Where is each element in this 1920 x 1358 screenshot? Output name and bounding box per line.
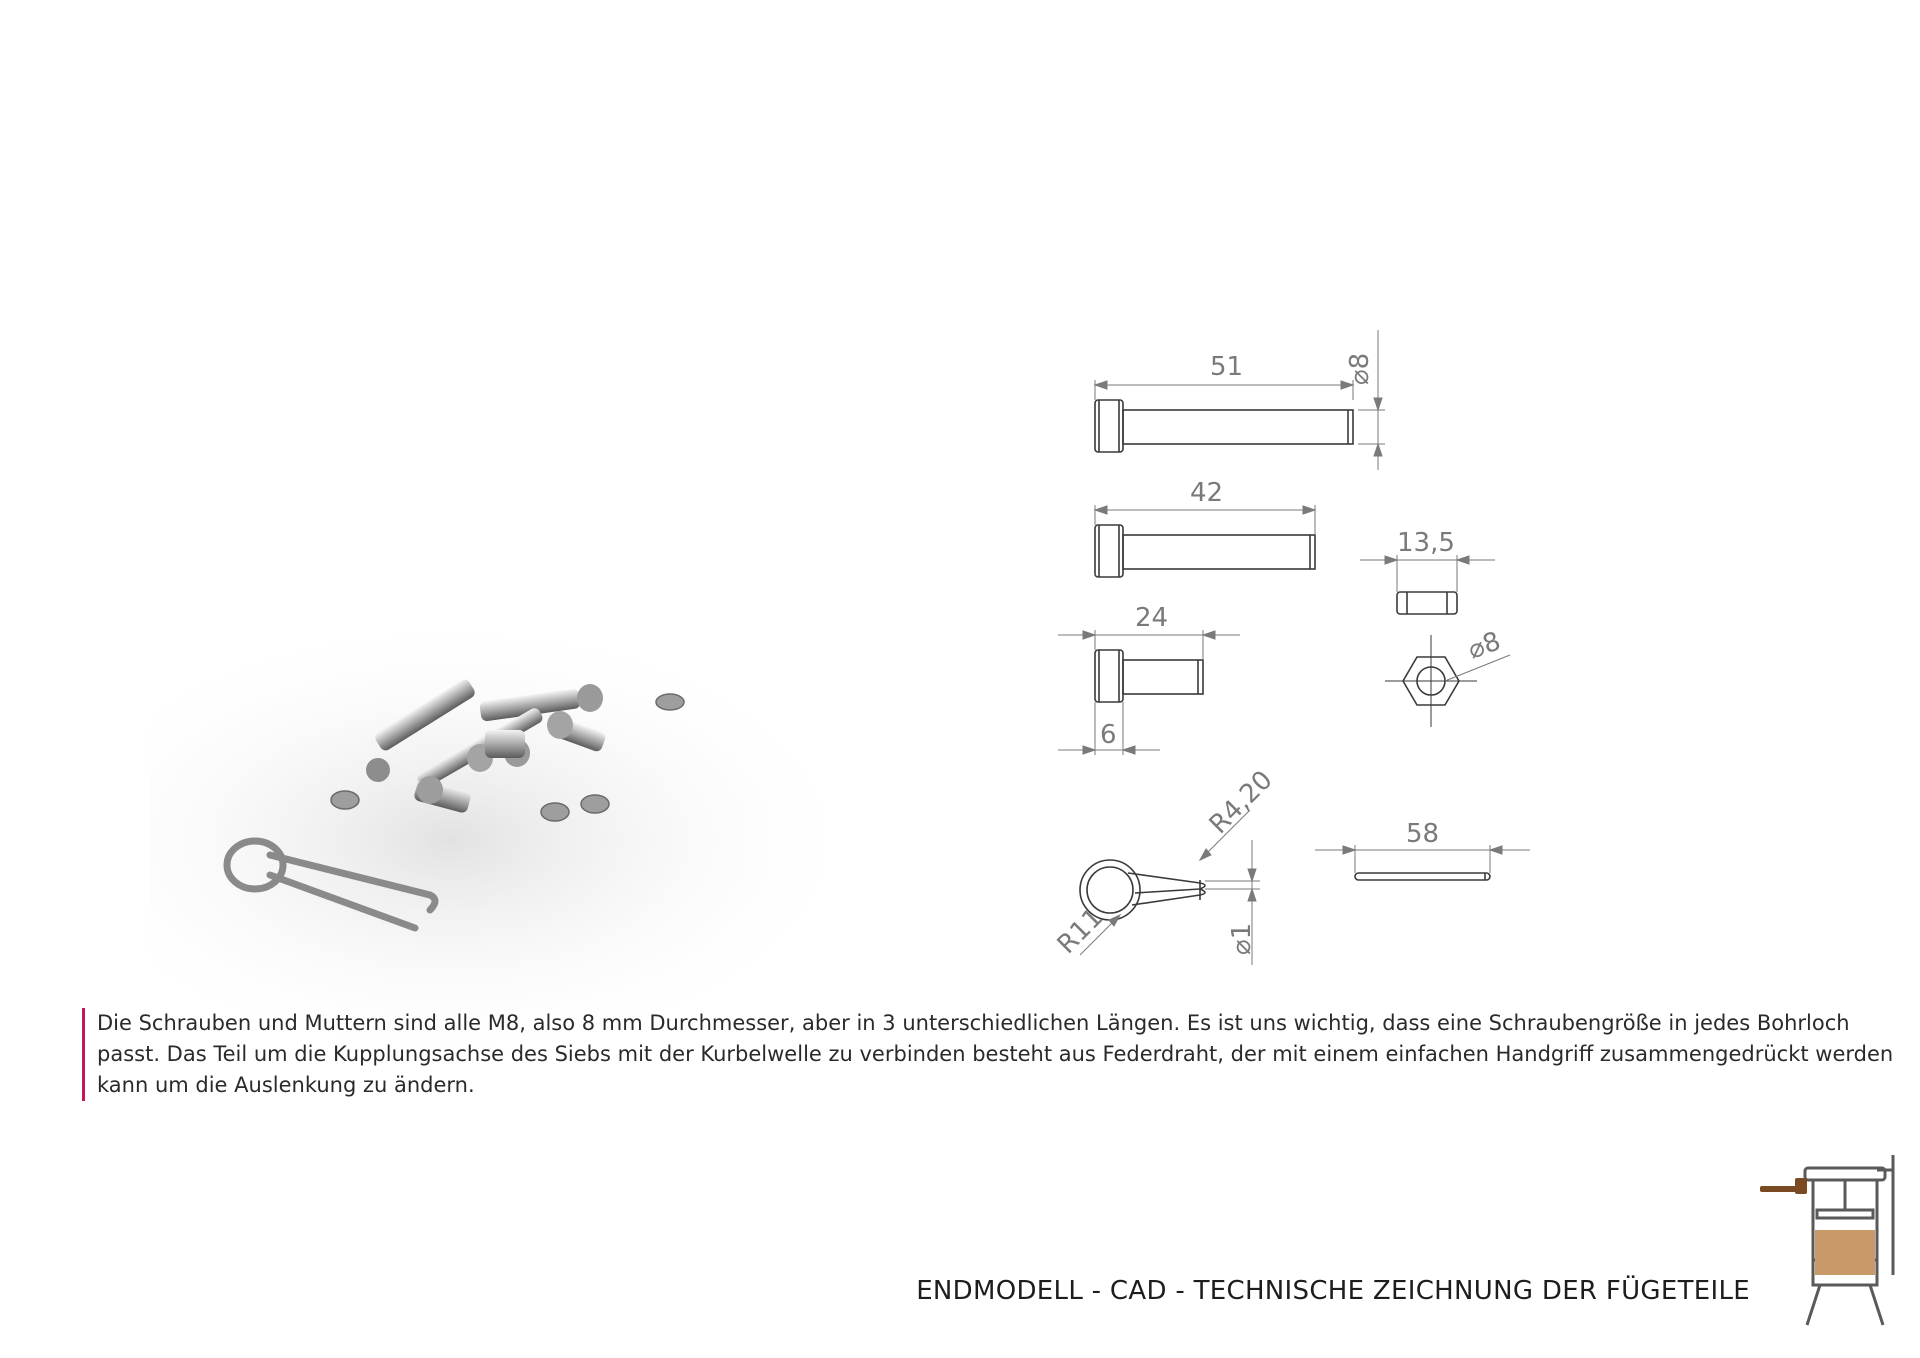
press-logo-icon [1755, 1150, 1905, 1335]
bolt-long-drawing [1095, 400, 1353, 452]
description-line: Die Schrauben und Muttern sind alle M8, also 8 mm Durchmesser, aber in 3 unterschiedlichen Längen. Es ist uns wichtig, dass eine Schraubengröße in jedes Bohrloch [97, 1011, 1850, 1035]
description-line: passt. Das Teil um die Kupplungsachse des Siebs mit der Kurbelwelle zu verbinden besteht aus Federdraht, der mit einem einfachen Handgriff zusammengedrückt werden [97, 1042, 1894, 1066]
bolt-short-drawing [1095, 650, 1203, 702]
dim-bolt-mid: 42 [1190, 478, 1224, 508]
bolt-mid-drawing [1095, 525, 1315, 577]
spring-clip-drawing [1080, 860, 1205, 920]
dim-wire-diameter: ⌀1 [1227, 922, 1257, 955]
dim-wire-length: 58 [1406, 819, 1440, 849]
technical-drawing [1040, 315, 1580, 995]
footer-title: ENDMODELL - CAD - TECHNISCHE ZEICHNUNG DER FÜGETEILE [916, 1276, 1750, 1306]
dim-nut-width: 13,5 [1397, 528, 1455, 558]
dim-radius-large: R11 [1051, 902, 1110, 960]
dim-head: 6 [1100, 720, 1117, 750]
wire-drawing [1355, 873, 1490, 880]
description-line: kann um die Auslenkung zu ändern. [97, 1073, 475, 1097]
dim-bolt-long: 51 [1210, 352, 1244, 382]
nut-top-drawing [1385, 635, 1477, 727]
dim-radius-small: R4,20 [1203, 765, 1279, 840]
description-text [82, 1008, 1897, 1101]
dim-diameter-top: ⌀8 [1345, 352, 1375, 385]
dim-nut-diameter: ⌀8 [1464, 626, 1505, 666]
dim-bolt-short: 24 [1135, 603, 1169, 633]
nut-side-drawing [1397, 592, 1457, 614]
